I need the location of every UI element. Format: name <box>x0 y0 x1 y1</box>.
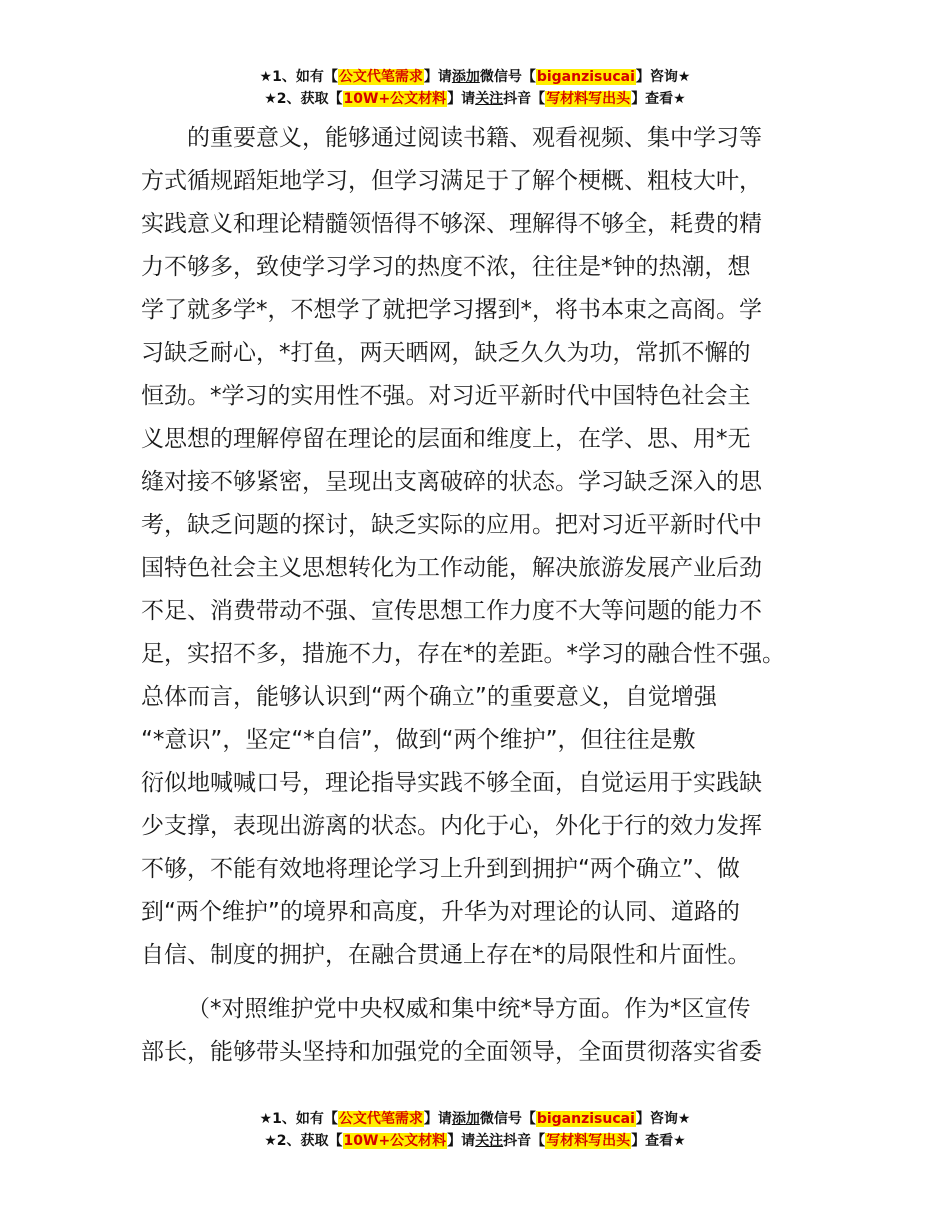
highlight-materials: 10W+公文材料 <box>343 1133 447 1149</box>
text-line: 到“两个维护”的境界和高度，升华为对理论的认同、道路的 <box>141 899 740 925</box>
text-line: 不足、消费带动不强、宣传思想工作力度不大等问题的能力不 <box>141 598 762 624</box>
text-line: 力不够多，致使学习学习的热度不浓，往往是*钟的热潮，想 <box>141 254 751 280</box>
text-line: 足，实招不多，措施不力，存在*的差距。*学习的融合性不强。 <box>141 641 785 667</box>
banner-line-2: ★2、获取【10W+公文材料】请关注抖音【写材料写出头】查看★ <box>264 91 686 107</box>
banner-line-1: ★1、如有【公文代笔需求】请添加微信号【biganzisucai】咨询★ <box>259 69 691 85</box>
text-line: 部长，能够带头坚持和加强党的全面领导，全面贯彻落实省委 <box>141 1039 762 1065</box>
text-line: 自信、制度的拥护，在融合贯通上存在*的局限性和片面性。 <box>141 942 751 968</box>
highlight-douyin-account: 写材料写出头 <box>546 1133 631 1149</box>
paragraph-2 <box>141 988 831 1074</box>
text-line: 衍似地喊喊口号，理论指导实践不够全面，自觉运用于实践缺 <box>141 770 762 796</box>
banner-line-2: ★2、获取【10W+公文材料】请关注抖音【写材料写出头】查看★ <box>264 1133 686 1149</box>
highlight-materials: 10W+公文材料 <box>343 91 447 107</box>
text-line: 方式循规蹈矩地学习，但学习满足于了解个梗概、粗枝大叶， <box>141 168 762 194</box>
paragraph-gap <box>141 977 831 988</box>
footer-banner <box>0 1108 950 1152</box>
text-line: 学了就多学*，不想学了就把学习撂到*，将书本束之高阁。学 <box>141 297 762 323</box>
text-line: 实践意义和理论精髓领悟得不够深、理解得不够全，耗费的精 <box>141 211 762 237</box>
header-banner <box>0 66 950 110</box>
document-body <box>141 117 831 1074</box>
text-line: （*对照维护党中央权威和集中统*导方面。作为*区宣传 <box>187 996 751 1022</box>
paragraph-1 <box>141 117 831 977</box>
text-line: 缝对接不够紧密，呈现出支离破碎的状态。学习缺乏深入的思 <box>141 469 762 495</box>
text-line: 义思想的理解停留在理论的层面和维度上，在学、思、用*无 <box>141 426 751 452</box>
text-line: “*意识”，坚定“*自信”，做到“两个维护”，但往往是敷 <box>141 727 696 753</box>
highlight-wechat-id: biganzisucai <box>536 69 635 85</box>
highlight-douyin-account: 写材料写出头 <box>546 91 631 107</box>
text-line: 国特色社会主义思想转化为工作动能，解决旅游发展产业后劲 <box>141 555 762 581</box>
text-line: 恒劲。*学习的实用性不强。对习近平新时代中国特色社会主 <box>141 383 751 409</box>
text-line: 少支撑，表现出游离的状态。内化于心，外化于行的效力发挥 <box>141 813 762 839</box>
highlight-service: 公文代笔需求 <box>338 1111 423 1127</box>
text-line: 习缺乏耐心，*打鱼，两天晒网，缺乏久久为功，常抓不懈的 <box>141 340 751 366</box>
text-line: 的重要意义，能够通过阅读书籍、观看视频、集中学习等 <box>187 125 762 151</box>
text-line: 考，缺乏问题的探讨，缺乏实际的应用。把对习近平新时代中 <box>141 512 762 538</box>
highlight-service: 公文代笔需求 <box>338 69 423 85</box>
highlight-wechat-id: biganzisucai <box>536 1111 635 1127</box>
text-line: 总体而言，能够认识到“两个确立”的重要意义，自觉增强 <box>141 684 717 710</box>
text-line: 不够，不能有效地将理论学习上升到到拥护“两个确立”、做 <box>141 856 740 882</box>
banner-line-1: ★1、如有【公文代笔需求】请添加微信号【biganzisucai】咨询★ <box>259 1111 691 1127</box>
